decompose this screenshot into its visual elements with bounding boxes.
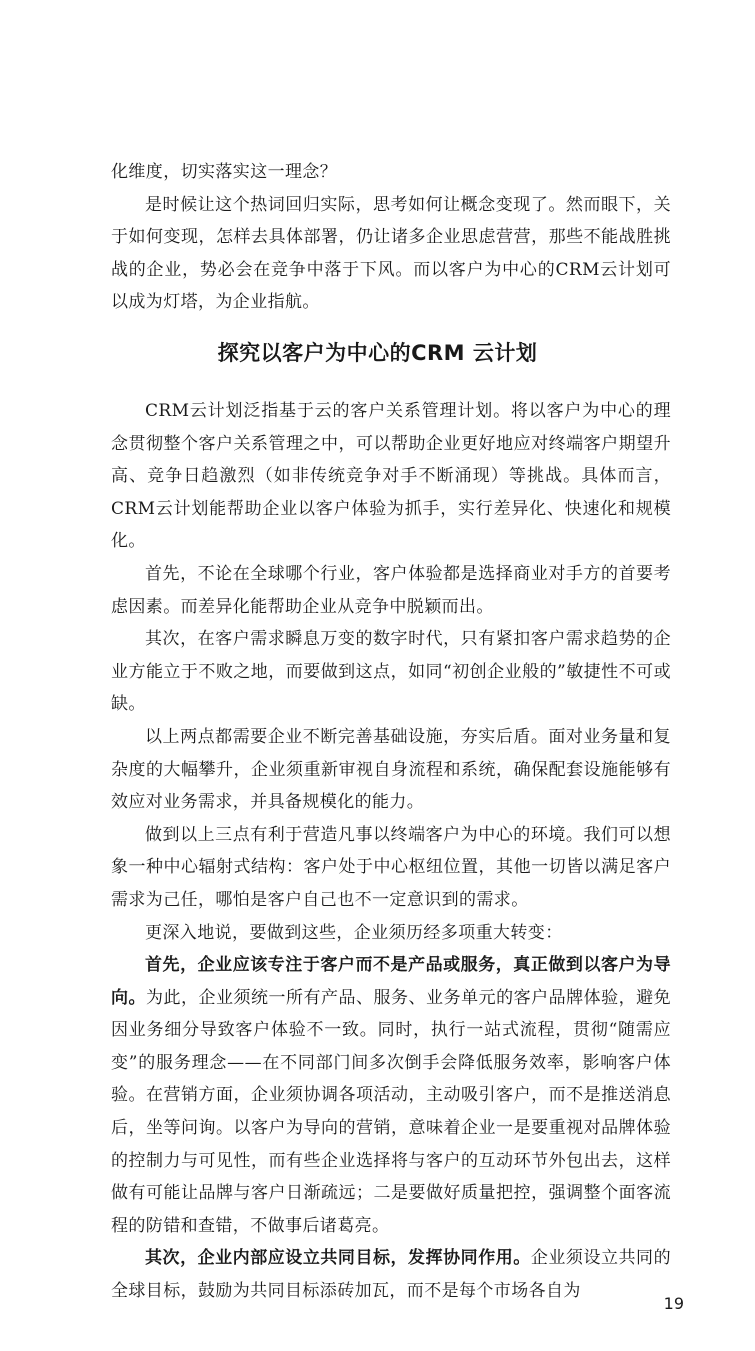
body-paragraph-5: 做到以上三点有利于营造凡事以终端客户为中心的环境。我们可以想象一种中心辐射式结构：客户处于中心枢纽位置，其他一切皆以满足客户需求为己任，哪怕是客户自己也不一定意识到的需求。 <box>111 824 671 910</box>
intro-paragraph-2: 是时候让这个热词回归实际，思考如何让概念变现了。然而眼下，关于如何变现，怎样去具体部署，仍让诸多企业思虑营营，那些不能战胜挑战的企业，势必会在竞争中落于下风。而以客户为中心的CRM云计划可以成为灯塔，为企业指航。 <box>111 194 671 313</box>
body-paragraph-7 <box>111 949 671 1242</box>
body-paragraph-4: 以上两点都需要企业不断完善基础设施，夯实后盾。面对业务量和复杂度的大幅攀升，企业须重新审视自身流程和系统，确保配套设施能够有效应对业务需求，并具备规模化的能力。 <box>111 726 671 813</box>
paragraph-7-lead: 首先，企业应该专注于客户而不是产品或服务，真正做到以客户为导向。 <box>111 955 671 1008</box>
section-body <box>111 395 671 1308</box>
intro-paragraph-1: 化维度，切实落实这一理念？ <box>111 162 338 182</box>
body-paragraph-2: 首先，不论在全球哪个行业，客户体验都是选择商业对手方的首要考虑因素。而差异化能帮助企业从竞争中脱颖而出。 <box>111 563 671 617</box>
intro-block <box>111 156 671 319</box>
paragraph-8-text: 企业须设立共同的全球目标，鼓励为共同目标添砖加瓦，而不是每个市场各自为 <box>111 1248 671 1302</box>
body-paragraph-8 <box>111 1242 671 1307</box>
body-paragraph-3: 其次，在客户需求瞬息万变的数字时代，只有紧扣客户需求趋势的企业方能立于不败之地，而要做到这点，如同“初创企业般的”敏捷性不可或缺。 <box>111 629 671 715</box>
body-paragraph-1: CRM云计划泛指基于云的客户关系管理计划。将以客户为中心的理念贯彻整个客户关系管理之中，可以帮助企业更好地应对终端客户期望升高、竞争日趋激烈（如非传统竞争对手不断涌现）等挑战。具体而言，CRM云计划能帮助企业以客户体验为抓手，实行差异化、快速化和规模化。 <box>111 401 671 552</box>
paragraph-8-lead: 其次，企业内部应设立共同目标，发挥协同作用。 <box>145 1248 531 1269</box>
page-number: 19 <box>663 1294 684 1313</box>
body-paragraph-6: 更深入地说，要做到这些，企业须历经多项重大转变： <box>145 922 563 943</box>
section-heading: 探究以客户为中心的CRM 云计划 <box>217 341 538 365</box>
paragraph-7-text: 为此，企业须统一所有产品、服务、业务单元的客户品牌体验，避免因业务细分导致客户体验不一致。同时，执行一站式流程，贯彻“随需应变”的服务理念——在不同部门间多次倒手会降低服务效率，影响客户体验。在营销方面，企业须协调各项活动，主动吸引客户，而不是推送消息后，坐等问询。以客户为导向的营销，意味着企业一是要重视对品牌体验的控制力与可见性，而有些企业选择将与客户的互动环节外包出去，这样做有可能让品牌与客户日渐疏远；二是要做好质量把控，强调整个面客流程的防错和查错，不做事后诸葛亮。 <box>111 987 671 1236</box>
